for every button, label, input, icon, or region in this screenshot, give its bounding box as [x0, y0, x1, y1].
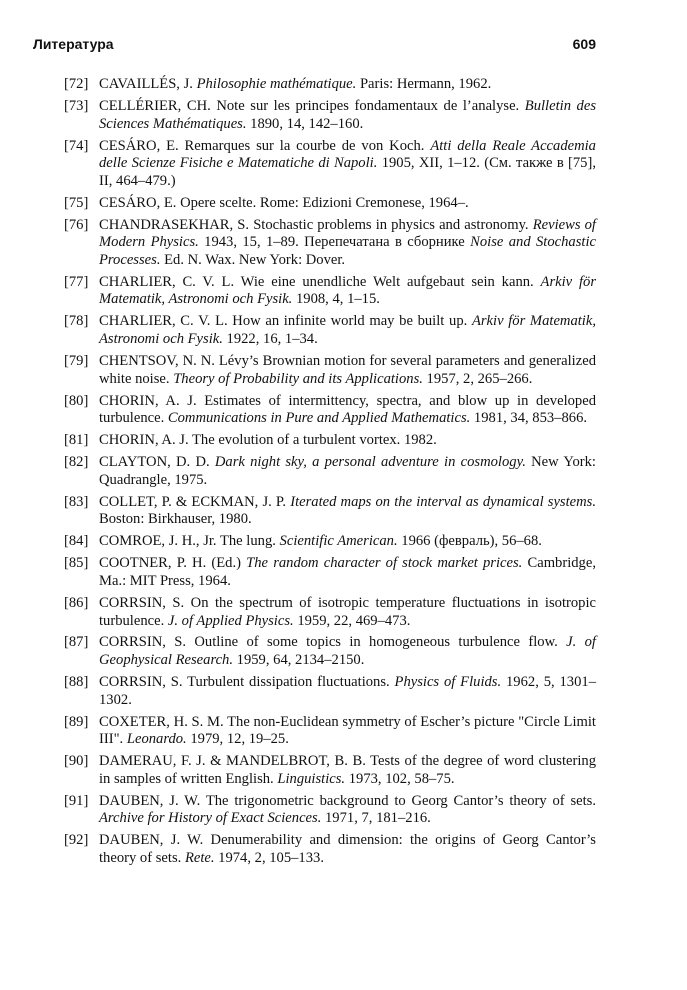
reference-text-part: CHARLIER, C. V. L. How an infinite world may be built up.	[99, 313, 472, 330]
reference-text	[99, 432, 596, 450]
reference-title-italic: Physics of Fluids.	[394, 674, 502, 691]
reference-text	[99, 195, 596, 213]
reference-entry	[64, 432, 596, 450]
reference-text-part: 1943, 15, 1–89. Перепечатана в сборнике	[198, 234, 471, 251]
reference-text-part: CELLÉRIER, CH. Note sur les principes fondamentaux de l’analyse.	[99, 97, 525, 114]
reference-text-part: DAUBEN, J. W. The trigonometric background to Georg Cantor’s theory of sets.	[99, 792, 596, 809]
reference-text-part: CORRSIN, S. Turbulent dissipation fluctuations.	[99, 674, 395, 691]
reference-text	[99, 533, 596, 551]
reference-text	[99, 634, 596, 669]
reference-title-italic: Noise and Stochastic Processes.	[99, 234, 596, 268]
reference-text	[99, 76, 596, 94]
reference-title-italic: Philosophie mathématique.	[196, 76, 357, 92]
reference-text-part: 1905, XII, 1–12. (См. также в [75], II, 464–479.)	[99, 155, 596, 189]
reference-title-italic: J. of Applied Physics.	[167, 612, 294, 629]
reference-text	[99, 454, 596, 489]
reference-text	[99, 98, 596, 133]
reference-text	[99, 595, 596, 630]
reference-text-part: CORRSIN, S. Outline of some topics in homogeneous turbulence flow.	[99, 634, 567, 651]
reference-number: [83]	[64, 493, 89, 510]
reference-text-part: 1957, 2, 265–266.	[422, 370, 533, 387]
reference-entry	[64, 753, 596, 788]
reference-text-part: New York: Quadrangle, 1975.	[99, 454, 596, 488]
reference-text-part: CAVAILLÉS, J.	[99, 76, 197, 92]
reference-entry	[64, 195, 596, 213]
reference-text-part: 1979, 12, 19–25.	[186, 731, 289, 748]
reference-title-italic: Rete.	[184, 849, 215, 866]
reference-number: [84]	[64, 533, 89, 550]
reference-text-part: CHARLIER, C. V. L. Wie eine unendliche Welt aufgebaut sein kann.	[99, 273, 541, 290]
reference-entry	[64, 714, 596, 749]
reference-title-italic: Linguistics.	[277, 770, 346, 787]
reference-number: [87]	[64, 634, 89, 651]
reference-text	[99, 555, 596, 590]
reference-text	[99, 217, 596, 270]
reference-entry	[64, 138, 596, 191]
reference-text	[99, 494, 596, 529]
reference-text	[99, 714, 596, 749]
reference-number: [77]	[64, 273, 89, 290]
reference-text	[99, 793, 596, 828]
reference-number: [90]	[64, 753, 89, 770]
reference-entry	[64, 274, 596, 309]
reference-number: [85]	[64, 555, 89, 572]
reference-text-part: CESÁRO, E. Opere scelte. Rome: Edizioni Cremonese, 1964–.	[99, 194, 469, 211]
reference-text-part: 1959, 64, 2134–2150.	[233, 652, 365, 669]
reference-text-part: 1922, 16, 1–34.	[222, 331, 318, 348]
reference-text-part: 1981, 34, 853–866.	[470, 410, 588, 427]
reference-entry	[64, 353, 596, 388]
reference-text-part: 1973, 102, 58–75.	[345, 770, 455, 787]
reference-entry	[64, 76, 596, 94]
reference-number: [80]	[64, 392, 89, 409]
reference-title-italic: J. of Geophysical Research.	[99, 634, 596, 669]
reference-text-part: CHANDRASEKHAR, S. Stochastic problems in physics and astronomy.	[99, 216, 533, 233]
reference-entry	[64, 217, 596, 270]
reference-title-italic: Archive for History of Exact Sciences.	[99, 810, 322, 827]
reference-text-part: 1966 (февраль), 56–68.	[397, 533, 542, 550]
reference-title-italic: Leonardo.	[126, 731, 187, 748]
reference-text-part: 1971, 7, 181–216.	[321, 810, 431, 827]
reference-entry	[64, 832, 596, 867]
reference-number: [74]	[64, 137, 89, 154]
reference-text-part: CHORIN, A. J. The evolution of a turbulent vortex. 1982.	[99, 432, 437, 449]
reference-title-italic: Arkiv för Matematik, Astronomi och Fysik.	[99, 313, 596, 348]
reference-text	[99, 353, 596, 388]
reference-title-italic: Arkiv för Matematik, Astronomi och Fysik.	[99, 273, 596, 308]
reference-text-part: Boston: Birkhauser, 1980.	[99, 511, 252, 528]
reference-text-part: Ed. N. Wax. New York: Dover.	[160, 251, 346, 268]
reference-text-part: COMROE, J. H., Jr. The lung.	[99, 533, 280, 550]
reference-entry	[64, 313, 596, 348]
reference-number: [92]	[64, 832, 89, 849]
reference-entry	[64, 555, 596, 590]
reference-text-part: COOTNER, P. H. (Ed.)	[99, 555, 247, 572]
reference-entry	[64, 634, 596, 669]
reference-number: [79]	[64, 353, 89, 370]
running-header	[33, 36, 596, 56]
reference-number: [86]	[64, 594, 89, 611]
reference-number: [82]	[64, 454, 89, 471]
reference-number: [89]	[64, 713, 89, 730]
reference-number: [88]	[64, 674, 89, 691]
reference-entry	[64, 595, 596, 630]
reference-text-part: COLLET, P. & ECKMAN, J. P.	[99, 493, 291, 510]
reference-number: [73]	[64, 97, 89, 114]
reference-title-italic: Scientific American.	[279, 533, 398, 550]
reference-text-part: CHENTSOV, N. N. Lévy’s Brownian motion for several parameters and generalized white noise.	[99, 353, 596, 387]
section-title: Литература	[33, 36, 114, 52]
reference-text-part: CHORIN, A. J. Estimates of intermittency, spectra, and blow up in developed turbulence.	[99, 392, 596, 427]
reference-text-part: 1962, 5, 1301–1302.	[99, 674, 596, 708]
reference-number: [72]	[64, 76, 89, 92]
reference-number: [78]	[64, 313, 89, 330]
reference-text-part: COXETER, H. S. M. The non-Euclidean symmetry of Escher’s picture "Circle Limit III".	[99, 713, 596, 748]
reference-text-part: 1959, 22, 469–473.	[293, 612, 411, 629]
reference-text	[99, 393, 596, 428]
reference-number: [76]	[64, 216, 89, 233]
reference-title-italic: Atti della Reale Accademia delle Scienze Fisiche e Matematiche di Napoli.	[99, 137, 596, 172]
reference-number: [81]	[64, 432, 89, 449]
reference-entry	[64, 674, 596, 709]
reference-list	[64, 76, 596, 872]
reference-title-italic: Theory of Probability and its Applications.	[173, 370, 423, 387]
reference-text-part: 1908, 4, 1–15.	[292, 291, 380, 308]
reference-number: [75]	[64, 194, 89, 211]
reference-entry	[64, 494, 596, 529]
reference-text	[99, 138, 596, 191]
reference-entry	[64, 533, 596, 551]
reference-text-part: DAMERAU, F. J. & MANDELBROT, B. B. Tests of the degree of word clustering in samples of written English.	[99, 753, 596, 787]
reference-text	[99, 274, 596, 309]
reference-text-part: CESÁRO, E. Remarques sur la courbe de von Koch.	[99, 137, 431, 154]
reference-entry	[64, 393, 596, 428]
reference-title-italic: The random character of stock market prices.	[246, 555, 523, 572]
reference-text	[99, 753, 596, 788]
page-number: 609	[572, 36, 596, 52]
reference-text-part: DAUBEN, J. W. Denumerability and dimension: the origins of Georg Cantor’s theory of sets.	[99, 832, 596, 866]
reference-text-part: 1974, 2, 105–133.	[214, 849, 324, 866]
reference-entry	[64, 793, 596, 828]
reference-text	[99, 832, 596, 867]
reference-text	[99, 313, 596, 348]
reference-title-italic: Bulletin des Sciences Mathématiques.	[99, 97, 597, 132]
reference-number: [91]	[64, 792, 89, 809]
reference-text	[99, 674, 596, 709]
reference-text-part: CLAYTON, D. D.	[99, 454, 215, 471]
reference-title-italic: Communications in Pure and Applied Mathematics.	[167, 410, 471, 427]
reference-text-part: CORRSIN, S. On the spectrum of isotropic temperature fluctuations in isotropic turbulence.	[99, 594, 596, 629]
reference-text-part: Paris: Hermann, 1962.	[356, 76, 492, 92]
reference-text-part: 1890, 14, 142–160.	[246, 115, 364, 132]
reference-title-italic: Dark night sky, a personal adventure in cosmology.	[214, 454, 526, 471]
reference-entry	[64, 454, 596, 489]
reference-title-italic: Reviews of Modern Physics.	[99, 216, 596, 251]
reference-title-italic: Iterated maps on the interval as dynamical systems.	[290, 493, 597, 510]
reference-text-part: Cambridge, Ma.: MIT Press, 1964.	[99, 555, 596, 589]
reference-entry	[64, 98, 596, 133]
